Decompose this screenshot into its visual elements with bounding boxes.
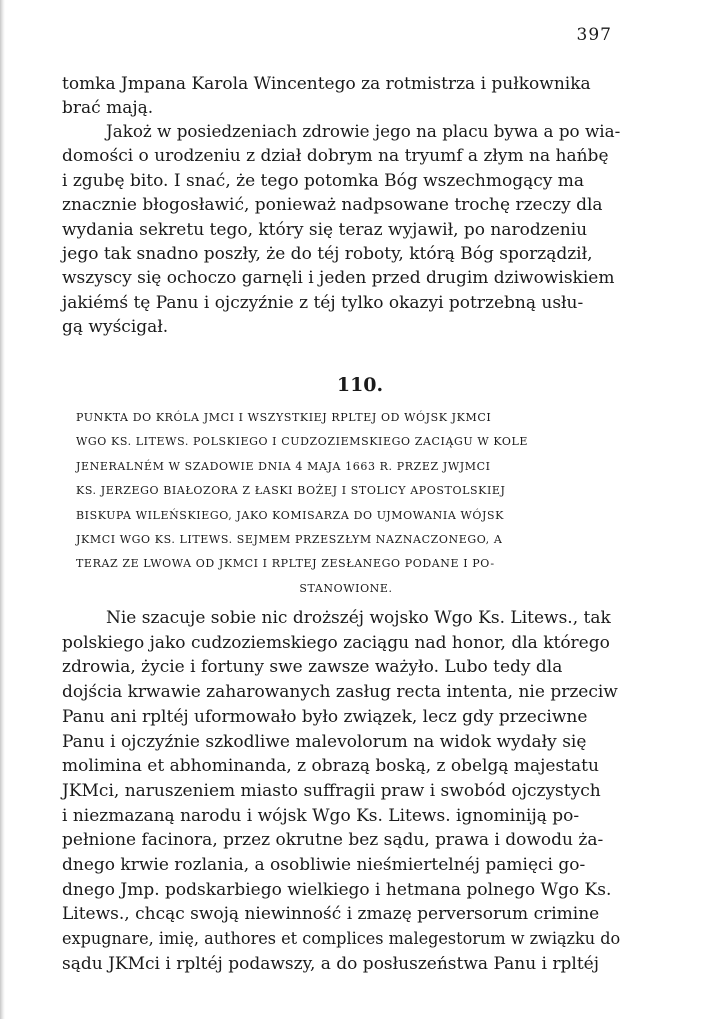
text-line-content: brać mają.: [62, 98, 154, 119]
title-line-content: WGO KS. LITEWS. POLSKIEGO I CUDZOZIEMSKIEGO ZACIĄGU W KOLE: [76, 435, 529, 449]
body-line-content: dojścia krwawie zaharowanych zasług recta intenta, nie przeciw: [62, 682, 618, 703]
text-line-content: domości o urodzeniu z dział dobrym na tryumf a złym na hańbę: [62, 146, 609, 167]
body-line: [62, 606, 620, 631]
body-line: [62, 952, 620, 977]
title-line-content: TERAZ ZE LWOWA OD JKMCI I RPLTEJ ZESŁANEGO PODANE I PO-: [76, 557, 495, 571]
title-line-content: BISKUPA WILEŃSKIEGO, JAKO KOMISARZA DO UJMOWANIA WÓJSK: [76, 508, 504, 522]
body-line-content: polskiego jako cudzoziemskiego zaciągu nad honor, dla którego: [62, 632, 610, 653]
body-line: [62, 705, 620, 730]
body-line: [62, 655, 620, 680]
paragraph-continuation: [62, 72, 620, 121]
body-line-content: Panu ani rpltéj uformowało było związek, lecz gdy przeciwne: [62, 706, 588, 727]
body-line: [62, 631, 620, 656]
text-line: [62, 315, 620, 339]
body-line: [62, 779, 620, 804]
title-line: [76, 430, 616, 454]
body-line-content: Nie szacuje sobie nic droższéj wojsko Wgo Ks. Litews., tak: [106, 608, 611, 628]
title-line-content: STANOWIONE.: [299, 581, 393, 595]
body-line-content: Panu i ojczyźnie szkodliwe malevolorum na widok wydały się: [62, 731, 587, 752]
title-line: [76, 552, 616, 576]
body-paragraph: [62, 606, 620, 977]
title-line: [76, 406, 616, 430]
body-line-content: dnego krwie rozlania, a osobliwie nieśmiertelnéj pamięci go-: [62, 855, 586, 876]
body-line-content: molimina et abhominanda, z obrazą boską, z obelgą majestatu: [62, 756, 599, 777]
body-line: [62, 828, 620, 853]
body-line-content: JKMci, naruszeniem miasto suffragii praw i swobód ojczystych: [62, 780, 601, 801]
document-number: 110.: [336, 374, 384, 396]
title-line-content: JENERALNÉM W SZADOWIE DNIA 4 MAJA 1663 R. PRZEZ JWJMCI: [76, 459, 491, 473]
body-line: [62, 927, 620, 952]
page-number: 397: [576, 25, 612, 45]
text-line: [62, 169, 620, 193]
text-line-content: gą wyścigał.: [62, 317, 169, 338]
text-line-content: jego tak snadno poszły, że do téj roboty, którą Bóg sporządził,: [62, 244, 593, 265]
title-line: [76, 577, 616, 601]
title-line-content: PUNKTA DO KRÓLA JMCI I WSZYSTKIEJ RPLTEJ OD WÓJSK JKMCI: [76, 411, 492, 424]
text-line: [62, 218, 620, 242]
title-line-content: JKMCI WGO KS. LITEWS. SEJMEM PRZESZŁYM NAZNACZONEGO, A: [76, 533, 503, 547]
text-line-content: i zgubę bito. I snać, że tego potomka Bóg wszechmogący ma: [62, 170, 585, 191]
text-line: [62, 144, 620, 168]
title-line-content: KS. JERZEGO BIAŁOZORA Z ŁASKI BOŻEJ I STOLICY APOSTOLSKIEJ: [76, 484, 506, 498]
body-line: [62, 754, 620, 779]
title-line: [76, 504, 616, 528]
scan-edge-shadow: [0, 0, 5, 1019]
title-line: [76, 479, 616, 503]
text-line-content: jakiémś tę Panu i ojczyźnie z téj tylko okazyi potrzebną usłu-: [62, 292, 584, 313]
body-line-content: zdrowia, życie i fortuny swe zawsze ważyło. Lubo tedy dla: [62, 657, 563, 678]
text-line: [62, 242, 620, 266]
text-line: [62, 193, 620, 217]
title-line: [76, 528, 616, 552]
text-line-content: wydania sekretu tego, który się teraz wyjawił, po narodzeniu: [62, 219, 588, 240]
body-line-content: pełnione facinora, przez okrutne bez sądu, prawa i dowodu ża-: [62, 830, 604, 851]
paragraph: [62, 120, 620, 340]
document-title: [76, 406, 616, 601]
body-line: [62, 680, 620, 705]
body-line: [62, 730, 620, 755]
text-line: [62, 291, 620, 315]
text-line-content: tomka Jmpana Karola Wincentego za rotmistrza i pułkownika: [62, 74, 591, 94]
body-line-content: sądu JKMci i rpltéj podawszy, a do posłuszeństwa Panu i rpltéj: [62, 953, 600, 974]
text-line: [62, 266, 620, 290]
title-line: [76, 455, 616, 479]
body-line: [62, 804, 620, 829]
text-line: [62, 96, 620, 120]
body-line-content: i niezmazaną narodu i wójsk Wgo Ks. Litews. ignominiją po-: [62, 805, 580, 826]
text-line: [62, 72, 620, 96]
text-line-content: Jakoż w posiedzeniach zdrowie jego na placu bywa a po wia-: [106, 122, 621, 142]
body-line-content: expugnare, imię, authores et complices malegestorum w związku do: [62, 929, 621, 950]
body-line: [62, 853, 620, 878]
text-line-content: znacznie błogosławić, ponieważ nadpsowane trochę rzeczy dla: [62, 195, 603, 216]
text-line-content: wszyscy się ochoczo garnęli i jeden przed drugim dziwowiskiem: [62, 268, 615, 289]
body-line-content: Litews., chcąc swoją niewinność i zmazę perversorum crimine: [62, 904, 600, 925]
text-line: [62, 120, 620, 144]
body-line-content: dnego Jmp. podskarbiego wielkiego i hetmana polnego Wgo Ks.: [62, 879, 612, 900]
body-line: [62, 902, 620, 927]
body-line: [62, 878, 620, 903]
